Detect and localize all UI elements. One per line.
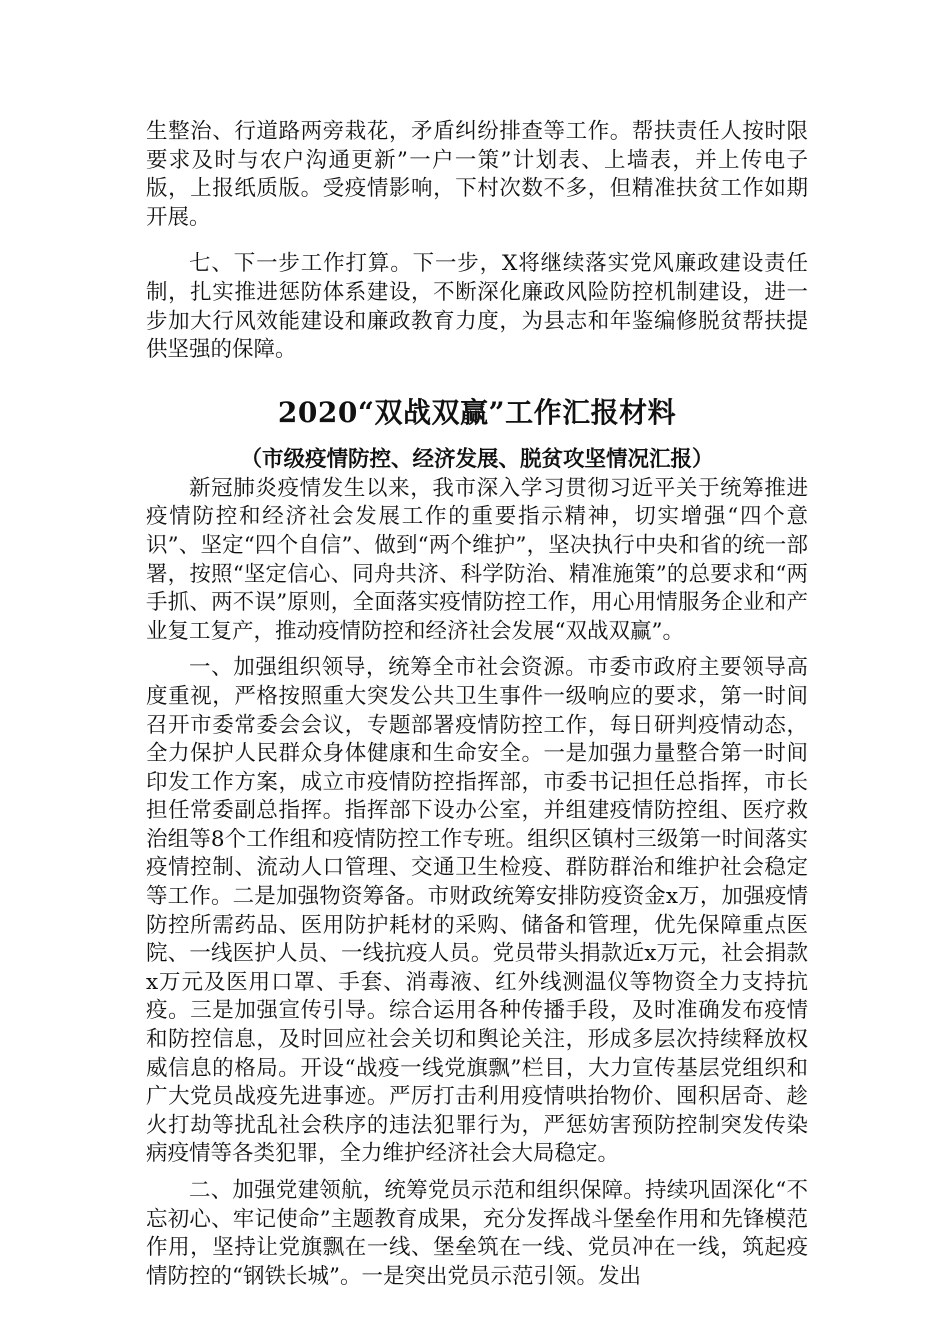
- section-two-paragraph: 二、加强党建领航，统筹党员示范和组织保障。持续巩固深化“不忘初心、牢记使命”主题教育成果，充分发挥战斗堡垒作用和先锋模范作用，坚持让党旗飘在一线、堡垒筑在一线、党员冲在一线，筑起疫情防控的“钢铁长城”。一是突出党员示范引领。发出: [146, 1178, 808, 1289]
- document-subtitle: （市级疫情防控、经济发展、脱贫攻坚情况汇报）: [240, 446, 714, 472]
- intro-paragraph: 新冠肺炎疫情发生以来，我市深入学习贯彻习近平关于统筹推进疫情防控和经济社会发展工作的重要指示精神，切实增强“四个意识”、坚定“四个自信”、做到“两个维护”，坚决执行中央和省的统一部署，按照“坚定信心、同舟共济、科学防治、精准施策”的总要求和“两手抓、两不误”原则，全面落实疫情防控工作，用心用情服务企业和产业复工复产，推动疫情防控和经济社会发展“双战双赢”。: [146, 475, 808, 644]
- document-title: 2020“双战双赢”工作汇报材料: [277, 395, 677, 429]
- continued-paragraph: 生整治、行道路两旁栽花，矛盾纠纷排查等工作。帮扶责任人按时限要求及时与农户沟通更新”一户一策”计划表、上墙表，并上传电子版，上报纸质版。受疫情影响，下村次数不多，但精准扶贫工作如期开展。: [146, 119, 808, 230]
- document-body: [146, 118, 808, 1291]
- next-steps-paragraph: 七、下一步工作打算。下一步，X将继续落实党风廉政建设责任制，扎实推进惩防体系建设，不断深化廉政风险防控机制建设，进一步加大行风效能建设和廉政教育力度，为县志和年鉴编修脱贫帮扶提供坚强的保障。: [146, 251, 808, 363]
- section-one-paragraph: 一、加强组织领导，统筹全市社会资源。市委市政府主要领导高度重视，严格按照重大突发公共卫生事件一级响应的要求，第一时间召开市委常委会会议，专题部署疫情防控工作，每日研判疫情动态，全力保护人民群众身体健康和生命安全。一是加强力量整合第一时间印发工作方案，成立市疫情防控指挥部，市委书记担任总指挥，市长担任常委副总指挥。指挥部下设办公室，并组建疫情防控组、医疗救治组等8个工作组和疫情防控工作专班。组织区镇村三级第一时间落实疫情控制、流动人口管理、交通卫生检疫、群防群治和维护社会稳定等工作。二是加强物资筹备。市财政统筹安排防疫资金x万，加强疫情防控所需药品、医用防护耗材的采购、储备和管理，优先保障重点医院、一线医护人员、一线抗疫人员。党员带头捐款近x万元，社会捐款x万元及医用口罩、手套、消毒液、红外线测温仪等物资全力支持抗疫。三是加强宣传引导。综合运用各种传播手段，及时准确发布疫情和防控信息，及时回应社会关切和舆论关注，形成多层次持续释放权威信息的格局。开设“战疫一线党旗飘”栏目，大力宣传基层党组织和广大党员战疫先进事迹。严厉打击利用疫情哄抬物价、囤积居奇、趁火打劫等扰乱社会秩序的违法犯罪行为，严惩妨害预防控制突发传染病疫情等各类犯罪，全力维护经济社会大局稳定。: [146, 655, 808, 1167]
